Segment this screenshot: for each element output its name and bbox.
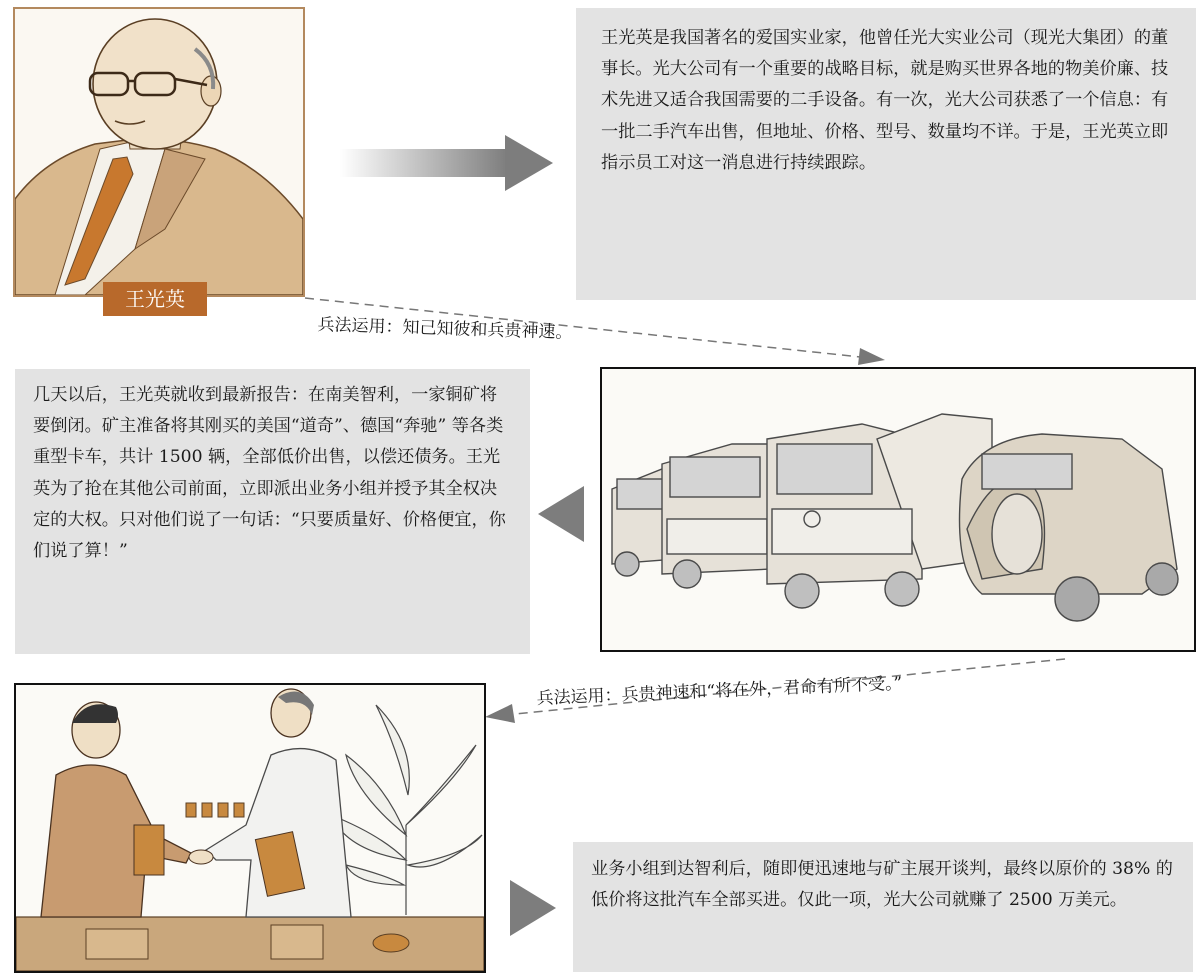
arrow-right-icon — [340, 135, 555, 191]
portrait-illustration — [13, 7, 305, 297]
report-text: 几天以后，王光英就收到最新报告：在南美智利，一家铜矿将要倒闭。矿主准备将其刚买的美国“道奇”、德国“奔驰” 等各类重型卡车，共计 1500 辆，全部低价出售，以偿还债务。王光英为了抢在其他公司前面，立即派出业务小组并授予其全权决定的大权。只对他们说了一句话：“只要质量好、价格便宜，你们说了算！” — [15, 369, 530, 654]
arrow-right-icon — [510, 880, 556, 936]
name-tag: 王光英 — [103, 282, 207, 316]
result-text: 业务小组到达智利后，随即便迅速地与矿主展开谈判，最终以原价的 38% 的低价将这批汽车全部买进。仅此一项，光大公司就赚了 2500 万美元。 — [573, 842, 1193, 972]
trucks-illustration — [600, 367, 1196, 652]
strategy-note: 兵法运用：兵贵神速和“将在外，君命有所不受。” — [536, 673, 903, 709]
arrow-left-icon — [538, 486, 586, 542]
handshake-illustration — [14, 683, 486, 973]
intro-text: 王光英是我国著名的爱国实业家，他曾任光大实业公司（现光大集团）的董事长。光大公司有一个重要的战略目标，就是购买世界各地的物美价廉、技术先进又适合我国需要的二手设备。有一次，光大公司获悉了一个信息：有一批二手汽车出售，但地址、价格、型号、数量均不详。于是，王光英立即指示员工对这一消息进行持续跟踪。 — [576, 8, 1196, 300]
strategy-note: 兵法运用：知己知彼和兵贵神速。 — [317, 314, 573, 343]
